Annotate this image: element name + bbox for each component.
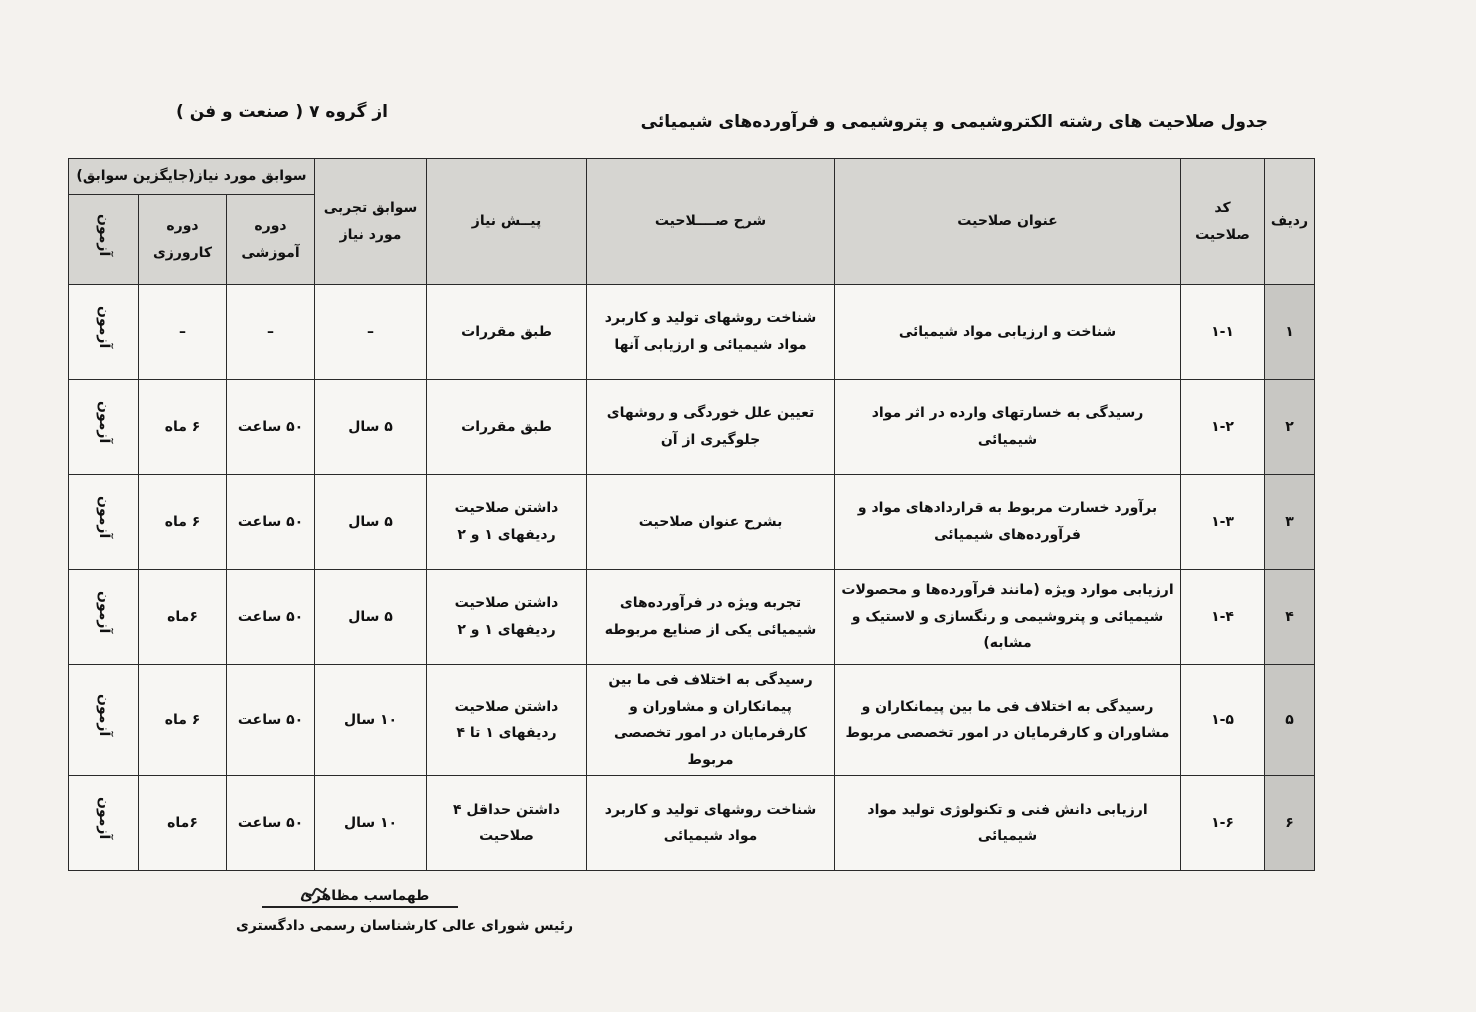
table-row	[69, 475, 1315, 570]
header-training: دوره آموزشی	[227, 195, 315, 285]
cell-training: ۵۰ ساعت	[227, 570, 315, 665]
exam-label: آزمون	[95, 306, 112, 349]
cell-experience: ۵ سال	[315, 475, 427, 570]
page-title: جدول صلاحیت های رشته الکتروشیمی و پتروشیمی و فرآورده‌های شیمیائی	[640, 112, 1268, 132]
exam-label: آزمون	[95, 797, 112, 840]
cell-description: شناخت روشهای تولید و کاربرد مواد شیمیائی	[587, 776, 835, 871]
header-description: شرح صــــلاحیت	[587, 159, 835, 285]
header-exam-label: آزمون	[95, 213, 112, 256]
cell-row-no: ۴	[1265, 570, 1315, 665]
cell-experience: ۵ سال	[315, 380, 427, 475]
cell-exam	[69, 475, 139, 570]
cell-prerequisite: داشتن حداقل ۴ صلاحیت	[427, 776, 587, 871]
cell-training: ۵۰ ساعت	[227, 665, 315, 776]
header-row-no: ردیف	[1265, 159, 1315, 285]
cell-internship: ۶ ماه	[139, 380, 227, 475]
table-row	[69, 776, 1315, 871]
cell-title: برآورد خسارت مربوط به قراردادهای مواد و فرآورده‌های شیمیائی	[835, 475, 1181, 570]
cell-title: ارزیابی دانش فنی و تکنولوژی تولید مواد شیمیائی	[835, 776, 1181, 871]
cell-exam	[69, 570, 139, 665]
cell-code: ۱-۳	[1181, 475, 1265, 570]
cell-experience: ۱۰ سال	[315, 776, 427, 871]
cell-description: تجربه ویژه در فرآورده‌های شیمیائی یکی از صنایع مربوطه	[587, 570, 835, 665]
cell-code: ۱-۴	[1181, 570, 1265, 665]
cell-title: ارزیابی موارد ویژه (مانند فرآورده‌ها و محصولات شیمیائی و پتروشیمی و رنگسازی و لاستیک و مشابه)	[835, 570, 1181, 665]
cell-row-no: ۲	[1265, 380, 1315, 475]
cell-training: –	[227, 285, 315, 380]
exam-label: آزمون	[95, 401, 112, 444]
cell-title: رسیدگی به اختلاف فی ما بین پیمانکاران و مشاوران و کارفرمایان در امور تخصصی مربوط	[835, 665, 1181, 776]
table-row	[69, 380, 1315, 475]
header-experience: سوابق تجربی مورد نیاز	[315, 159, 427, 285]
cell-description: بشرح عنوان صلاحیت	[587, 475, 835, 570]
table-row	[69, 570, 1315, 665]
cell-code: ۱-۵	[1181, 665, 1265, 776]
competency-table	[68, 158, 1315, 871]
cell-exam	[69, 380, 139, 475]
signature-line	[262, 906, 458, 908]
cell-experience: ۱۰ سال	[315, 665, 427, 776]
signature-role: رئیس شورای عالی کارشناسان رسمی دادگستری	[236, 918, 574, 934]
cell-prerequisite: داشتن صلاحیت ردیفهای ۱ تا ۴	[427, 665, 587, 776]
header-alternative-group: سوابق مورد نیاز(جایگزین سوابق)	[69, 159, 315, 195]
cell-experience: ۵ سال	[315, 570, 427, 665]
cell-training: ۵۰ ساعت	[227, 475, 315, 570]
table-row	[69, 665, 1315, 776]
cell-code: ۱-۲	[1181, 380, 1265, 475]
cell-exam	[69, 285, 139, 380]
header-internship: دوره کارورزی	[139, 195, 227, 285]
table-row	[69, 285, 1315, 380]
header-title: عنوان صلاحیت	[835, 159, 1181, 285]
cell-internship: ۶ ماه	[139, 665, 227, 776]
cell-row-no: ۶	[1265, 776, 1315, 871]
cell-prerequisite: طبق مقررات	[427, 285, 587, 380]
cell-internship: ۶ ماه	[139, 475, 227, 570]
cell-internship: –	[139, 285, 227, 380]
cell-experience: –	[315, 285, 427, 380]
exam-label: آزمون	[95, 591, 112, 634]
cell-internship: ۶ماه	[139, 776, 227, 871]
header-prerequisite: پیــش نیاز	[427, 159, 587, 285]
cell-prerequisite: طبق مقررات	[427, 380, 587, 475]
signature-scribble-icon	[296, 878, 336, 908]
cell-prerequisite: داشتن صلاحیت ردیفهای ۱ و ۲	[427, 475, 587, 570]
cell-prerequisite: داشتن صلاحیت ردیفهای ۱ و ۲	[427, 570, 587, 665]
cell-training: ۵۰ ساعت	[227, 776, 315, 871]
group-title: از گروه ۷ ( صنعت و فن )	[176, 102, 388, 122]
cell-row-no: ۱	[1265, 285, 1315, 380]
cell-internship: ۶ماه	[139, 570, 227, 665]
cell-code: ۱-۱	[1181, 285, 1265, 380]
cell-row-no: ۳	[1265, 475, 1315, 570]
cell-code: ۱-۶	[1181, 776, 1265, 871]
signature-name: طهماسب مظاهری	[300, 888, 430, 904]
cell-title: رسیدگی به خسارتهای وارده در اثر مواد شیمیائی	[835, 380, 1181, 475]
cell-exam	[69, 776, 139, 871]
exam-label: آزمون	[95, 694, 112, 737]
header-code: کد صلاحیت	[1181, 159, 1265, 285]
cell-description: رسیدگی به اختلاف فی ما بین پیمانکاران و مشاوران و کارفرمایان در امور تخصصی مربوط	[587, 665, 835, 776]
cell-exam	[69, 665, 139, 776]
cell-training: ۵۰ ساعت	[227, 380, 315, 475]
cell-title: شناخت و ارزیابی مواد شیمیائی	[835, 285, 1181, 380]
cell-description: شناخت روشهای تولید و کاربرد مواد شیمیائی و ارزیابی آنها	[587, 285, 835, 380]
exam-label: آزمون	[95, 496, 112, 539]
header-exam	[69, 195, 139, 285]
cell-description: تعیین علل خوردگی و روشهای جلوگیری از آن	[587, 380, 835, 475]
cell-row-no: ۵	[1265, 665, 1315, 776]
